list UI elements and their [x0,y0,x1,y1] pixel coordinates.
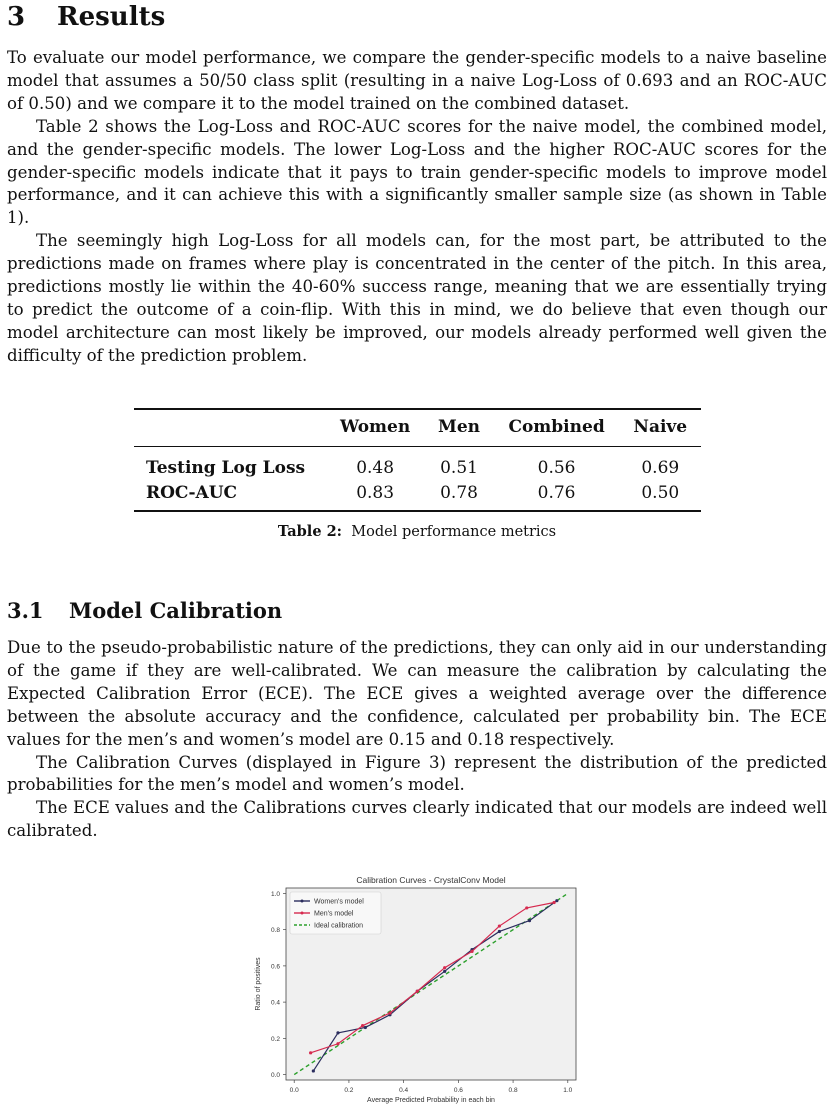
legend-label-ideal: Ideal calibration [314,922,364,930]
y-tick-label: 0.4 [270,999,280,1007]
data-point-women-s-model [498,930,501,933]
y-tick-label: 0.8 [270,927,280,935]
data-point-men-s-model [336,1042,339,1045]
table-header-row [134,409,701,446]
data-point-women-s-model [555,899,558,902]
table-header-cell: Naive [620,409,701,446]
y-axis [271,891,286,1079]
x-tick-label: 1.0 [563,1087,573,1094]
table-header-cell: Women [326,409,425,446]
data-point-men-s-model [498,924,501,927]
legend-marker-women [301,900,304,903]
table-header-cell [134,409,326,446]
data-point-men-s-model [361,1024,364,1027]
data-point-men-s-model [416,990,419,993]
table-caption-label: Table 2: [277,523,343,540]
x-tick-label: 0.6 [453,1087,463,1094]
table-row [134,481,701,511]
calibration-figure [248,872,588,1112]
paragraph: The ECE values and the Calibrations curves clearly indicated that our models are indeed well calibrated. [7,798,827,841]
section-title: Results [57,2,166,32]
paragraph: Due to the pseudo-probabilistic nature of the predictions, they can only aid in our understanding of the game if they are well-calibrated. We can measure the calibration by calculating the Expected Calibration Error (ECE). The ECE gives a weighted average over the difference between the absolute accuracy and the confidence, calculated per probability bin. The ECE values for the men’s and women’s model are 0.15 and 0.18 respectively. [7,638,827,749]
table-cell: 0.50 [620,481,701,511]
y-tick-label: 0.0 [270,1072,280,1080]
y-tick-label: 0.2 [270,1035,280,1043]
subsection-heading [7,597,282,625]
table-cell: 0.83 [326,481,425,511]
table-cell: 0.48 [356,457,395,478]
table-cell: 0.56 [537,457,576,478]
subsection-number: 3.1 [7,598,44,623]
table-cell: 0.51 [440,457,478,478]
table-cell: 0.78 [424,481,493,511]
x-axis-label: Average Predicted Probability in each bin [367,1097,495,1104]
legend [290,892,381,934]
x-tick-label: 0.8 [508,1087,518,1094]
section-heading [7,2,165,32]
y-axis-label: Ratio of positives [255,957,262,1011]
table-header-cell: Men [424,409,493,446]
x-tick-label: 0.4 [399,1087,409,1094]
x-axis [290,1080,573,1094]
legend-label-men: Men's model [314,910,354,918]
data-point-men-s-model [388,1011,391,1014]
data-point-men-s-model [525,906,528,909]
y-tick-label: 0.6 [270,963,280,971]
table-row-label: Testing Log Loss [146,457,306,478]
data-point-men-s-model [309,1051,312,1054]
legend-label-women: Women's model [314,898,364,906]
table-cell: 0.69 [641,457,680,478]
x-tick-label: 0.0 [289,1087,299,1094]
paragraph: Table 2 shows the Log-Loss and ROC-AUC scores for the naive model, the combined model, and the gender-specific models. The lower Log-Loss and the higher ROC-AUC scores for the gender-specific models indicate that it pays to train gender-specific models to improve model performance, and it can achieve this with a significantly smaller sample size (as shown in Table 1). [7,116,827,228]
table-caption [7,521,827,544]
chart-title: Calibration Curves - CrystalConv Model [356,875,506,885]
table-cell: 0.76 [494,481,620,511]
data-point-men-s-model [443,966,446,969]
intro-text [7,47,827,368]
subsection-title: Model Calibration [69,598,283,623]
calibration-text [7,637,827,843]
x-tick-label: 0.2 [344,1087,354,1094]
paragraph: The Calibration Curves (displayed in Figure 3) represent the distribution of the predicted probabilities for the men’s model and women’s model. [7,752,827,795]
table-header-cell: Combined [494,409,620,446]
table-row-label: ROC-AUC [134,481,326,511]
data-point-women-s-model [443,970,446,973]
data-point-women-s-model [312,1069,315,1072]
data-point-women-s-model [336,1031,339,1034]
paragraph: To evaluate our model performance, we compare the gender-specific models to a naive baseline model that assumes a 50/50 class split (resulting in a naive Log-Loss of 0.693 and an ROC-AUC of 0.50) and we compare it to the model trained on the combined dataset. [7,48,827,113]
section-number: 3 [7,2,26,32]
data-point-women-s-model [528,919,531,922]
y-tick-label: 1.0 [270,890,280,898]
table-row [134,446,701,480]
legend-marker-men [301,912,304,915]
data-point-men-s-model [470,950,473,953]
results-table [134,408,701,512]
data-point-women-s-model [364,1026,367,1029]
table-caption-text: Model performance metrics [351,524,557,540]
calibration-chart [248,872,588,1112]
paragraph: The seemingly high Log-Loss for all models can, for the most part, be attributed to the predictions made on frames where play is concentrated in the center of the pitch. In this area, predictions mostly lie within the 40-60% success range, meaning that we are essentially trying to predict the outcome of a coin-flip. With this in mind, we do believe that even though our model architecture can most likely be improved, our models already performed well given the difficulty of the prediction problem. [7,231,827,365]
data-point-men-s-model [553,901,556,904]
